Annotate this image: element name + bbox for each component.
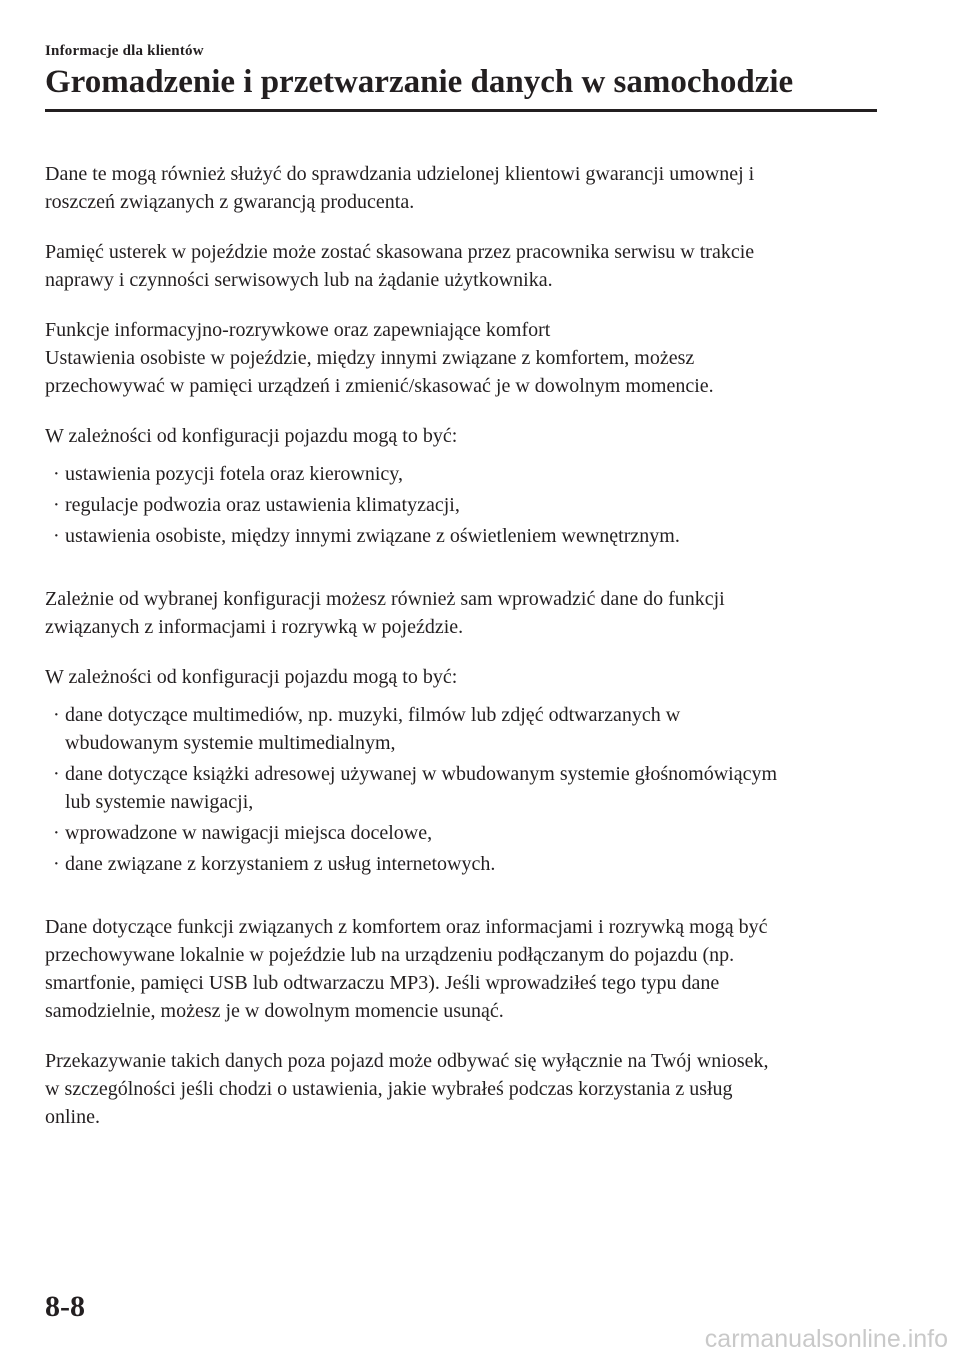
paragraph-infotainment-intro [45,663,885,691]
list-item [45,460,885,488]
list-item [45,819,885,847]
list-item [45,850,885,878]
list-item [45,491,885,519]
list-item-text: dane dotyczące multimediów, np. muzyki, filmów lub zdjęć odtwarzanych w [65,704,681,726]
text-line: Pamięć usterek w pojeździe może zostać skasowana przez pracownika serwisu w trakcie [45,241,755,263]
list-item-text: dane związane z korzystaniem z usług internetowych. [65,853,496,875]
paragraph-comfort-settings [45,316,885,400]
list-item [45,701,885,757]
text-line: Dane dotyczące funkcji związanych z komfortem oraz informacjami i rozrywką mogą być [45,916,768,938]
bullet-marker: · [53,525,60,547]
page-number: 8-8 [45,1290,85,1323]
bullet-marker: · [53,704,60,726]
bullet-marker: · [53,763,60,785]
text-line: związanych z informacjami i rozrywką w pojeździe. [45,616,464,638]
list-item-text: ustawienia osobiste, między innymi związane z oświetleniem wewnętrznym. [65,525,680,547]
paragraph-warranty [45,160,885,216]
list-item-text: wbudowanym systemie multimedialnym, [65,732,396,754]
comfort-data-list [45,460,885,550]
list-item-text: regulacje podwozia oraz ustawienia klimatyzacji, [65,494,460,516]
infotainment-data-list [45,701,885,878]
paragraph-comfort-intro [45,422,885,450]
bullet-marker: · [53,494,60,516]
paragraph-fault-memory [45,238,885,294]
text-line: Zależnie od wybranej konfiguracji możesz również sam wprowadzić dane do funkcji [45,588,725,610]
text-line: Przekazywanie takich danych poza pojazd może odbywać się wyłącznie na Twój wniosek, [45,1050,769,1072]
bullet-marker: · [53,463,60,485]
text-line: Dane te mogą również służyć do sprawdzania udzielonej klientowi gwarancji umownej i [45,163,755,185]
document-body [45,160,885,1153]
watermark: carmanualsonline.info [704,1325,948,1353]
bullet-marker: · [53,853,60,875]
section-label: Informacje dla klientów [45,43,204,59]
list-item-text: ustawienia pozycji fotela oraz kierownicy, [65,463,404,485]
list-item-text: dane dotyczące książki adresowej używanej w wbudowanym systemie głośnomówiącym [65,763,778,785]
text-line: roszczeń związanych z gwarancją producenta. [45,191,415,213]
text-line: przechowywać w pamięci urządzeń i zmienić/skasować je w dowolnym momencie. [45,375,714,397]
list-item [45,522,885,550]
title-divider [45,109,877,112]
text-line: Ustawienia osobiste w pojeździe, między innymi związane z komfortem, możesz [45,347,695,369]
text-line: Funkcje informacyjno-rozrywkowe oraz zapewniające komfort [45,319,551,341]
list-item [45,760,885,816]
text-line: w szczególności jeśli chodzi o ustawienia, jakie wybrałeś podczas korzystania z usług [45,1078,733,1100]
text-line: smartfonie, pamięci USB lub odtwarzaczu MP3). Jeśli wprowadziłeś tego typu dane [45,972,720,994]
text-line: przechowywane lokalnie w pojeździe lub na urządzeniu podłączanym do pojazdu (np. [45,944,735,966]
list-item-text: wprowadzone w nawigacji miejsca docelowe, [65,822,433,844]
text-line: naprawy i czynności serwisowych lub na żądanie użytkownika. [45,269,553,291]
text-line: W zależności od konfiguracji pojazdu mogą to być: [45,666,458,688]
list-item-text: lub systemie nawigacji, [65,791,254,813]
paragraph-user-input [45,585,885,641]
text-line: online. [45,1106,100,1128]
bullet-marker: · [53,822,60,844]
paragraph-data-transfer [45,1047,885,1131]
paragraph-local-storage [45,913,885,1025]
text-line: samodzielnie, możesz je w dowolnym momencie usunąć. [45,1000,504,1022]
page-title: Gromadzenie i przetwarzanie danych w samochodzie [45,64,794,100]
text-line: W zależności od konfiguracji pojazdu mogą to być: [45,425,458,447]
